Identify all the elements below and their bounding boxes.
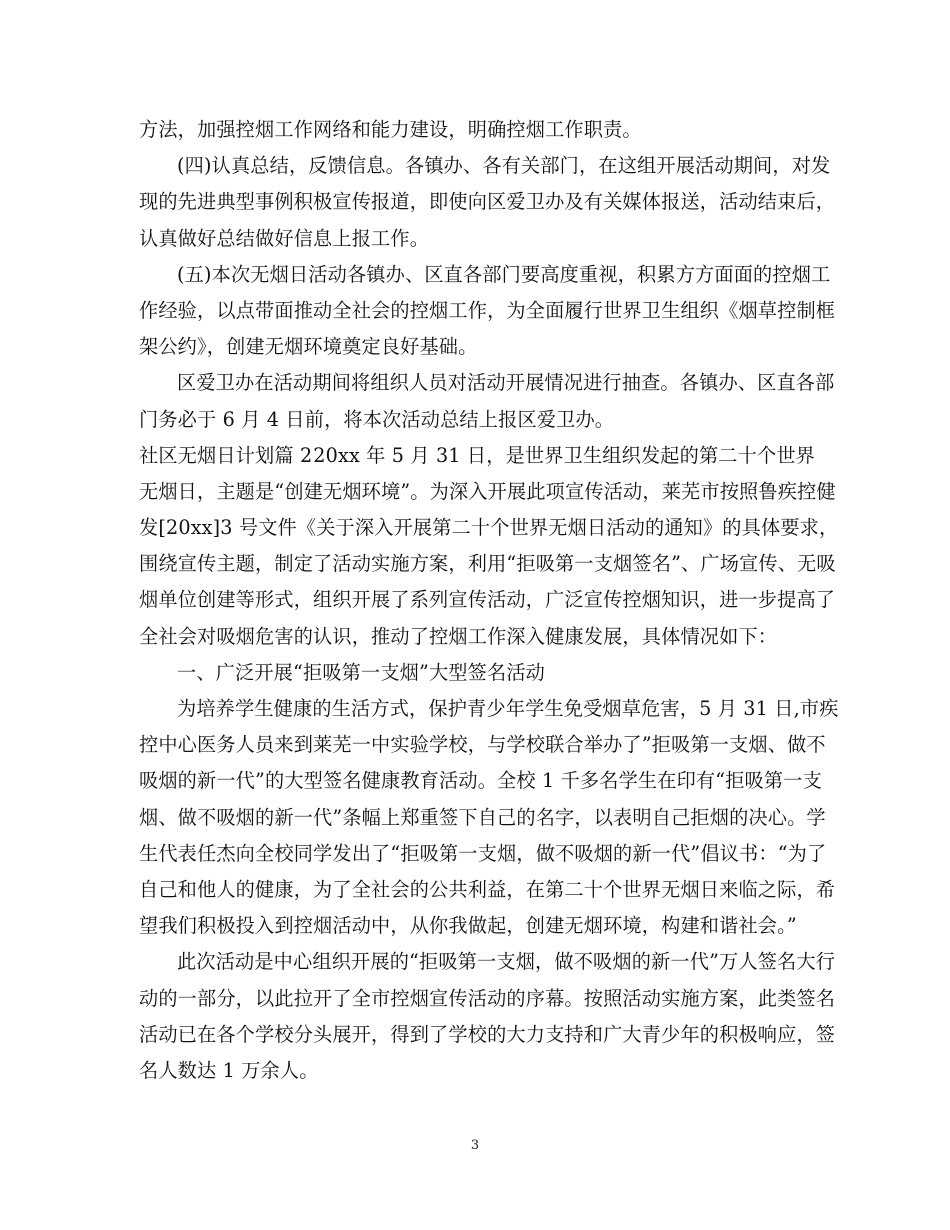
text-line: 控中心医务人员来到莱芜一中实验学校，与学校联合举办了”拒吸第一支烟、做不 — [139, 733, 826, 757]
section-heading-title: 社区无烟日计划篇 2 — [139, 443, 313, 467]
text-line: 方法，加强控烟工作网络和能力建设，明确控烟工作职责。 — [139, 118, 642, 141]
text-line: 动的一部分，以此拉开了全市控烟宣传活动的序幕。按照活动实施方案，此类签名 — [139, 986, 836, 1010]
paragraphs-before-heading — [139, 112, 836, 438]
text-line: 为培养学生健康的生活方式，保护青少年学生免受烟草危害，5 月 31 日,市疾 — [177, 697, 839, 720]
text-line: 区爱卫办在活动期间将组织人员对活动开展情况进行抽查。各镇办、区直各部 — [177, 371, 835, 395]
section-heading-text: 20xx 年 5 月 31 日，是世界卫生组织发起的第二十个世界 — [313, 443, 815, 467]
text-line: 吸烟的新一代”的大型签名健康教育活动。全校 1 千多名学生在印有“拒吸第一支 — [139, 769, 822, 793]
text-line: 活动已在各个学校分头展开，得到了学校的大力支持和广大青少年的积极响应，签 — [139, 1022, 836, 1046]
text-line: 望我们积极投入到控烟活动中，从你我做起，创建无烟环境，构建和谐社会。” — [139, 914, 797, 938]
text-line: (四)认真总结，反馈信息。各镇办、各有关部门，在这组开展活动期间，对发 — [177, 154, 831, 178]
text-line: 作经验，以点带面推动全社会的控烟工作，为全面履行世界卫生组织《烟草控制框 — [139, 298, 836, 322]
text-line: 生代表任杰向全校同学发出了“拒吸第一支烟，做不吸烟的新一代”倡议书：“为了 — [139, 841, 827, 865]
text-line: 烟、做不吸烟的新一代”条幅上郑重签下自己的名字，以表明自己拒烟的决心。学 — [139, 805, 826, 829]
text-line: 架公约》，创建无烟环境奠定良好基础。 — [139, 335, 478, 359]
page-number: 3 — [470, 1138, 480, 1153]
document-body — [139, 112, 839, 1089]
text-line: (五)本次无烟日活动各镇办、区直各部门要高度重视，积累方方面面的控烟工 — [177, 262, 831, 286]
section-heading-line — [139, 438, 815, 474]
text-line: 发[20xx]3 号文件《关于深入开展第二十个世界无烟日活动的通知》的具体要求， — [139, 516, 839, 540]
text-line: 名人数达 1 万余人。 — [139, 1058, 319, 1082]
text-line: 此次活动是中心组织开展的“拒吸第一支烟，做不吸烟的新一代”万人签名大行 — [177, 950, 836, 974]
text-line: 围绕宣传主题，制定了活动实施方案，利用“拒吸第一支烟签名”、广场宣传、无吸 — [139, 552, 836, 576]
text-line: 无烟日，主题是“创建无烟环境”。为深入开展此项宣传活动，莱芜市按照鲁疾控健 — [139, 479, 836, 503]
text-line: 一、广泛开展“拒吸第一支烟”大型签名活动 — [177, 660, 545, 684]
text-line: 全社会对吸烟危害的认识，推动了控烟工作深入健康发展，具体情况如下： — [139, 624, 778, 648]
text-line: 现的先进典型事例积极宣传报道，即使向区爱卫办及有关媒体报送，活动结束后， — [139, 190, 836, 214]
text-line: 自己和他人的健康，为了全社会的公共利益，在第二十个世界无烟日来临之际，希 — [139, 877, 836, 901]
text-line: 烟单位创建等形式，组织开展了系列宣传活动，广泛宣传控烟知识，进一步提高了 — [139, 588, 836, 612]
paragraphs-after-heading — [139, 474, 839, 1089]
text-line: 门务必于 6 月 4 日前，将本次活动总结上报区爱卫办。 — [139, 407, 615, 431]
text-line: 认真做好总结做好信息上报工作。 — [139, 226, 430, 250]
